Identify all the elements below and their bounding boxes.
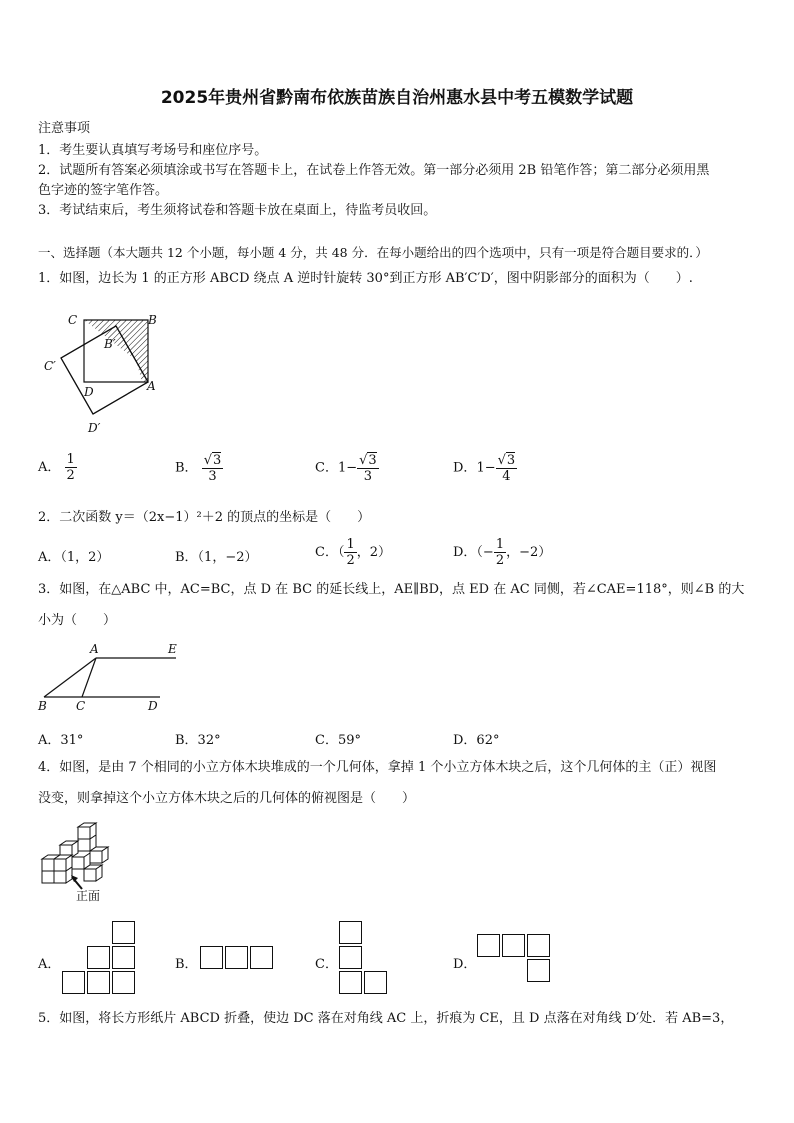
q3-text-2: 小为（ ） (38, 613, 117, 628)
label-Dp: D′ (88, 421, 101, 435)
q3-figure (36, 640, 186, 712)
label-B: B (38, 699, 47, 713)
q2-option-a: A．（1，2） (38, 550, 110, 565)
q1-option-c: C．1− $\frac{√3}{3}$ (315, 453, 377, 484)
label-D: D (84, 385, 94, 399)
q1-option-d: D．1− $\frac{√3}{4}$ (453, 453, 516, 484)
q4-option-c-label: C． (315, 957, 338, 972)
q3-option-c: C．59° (315, 733, 361, 748)
q1-option-b: B． $\frac{√3}{3}$ (175, 453, 222, 484)
notice-heading: 注意事项 (38, 121, 91, 136)
label-E: E (168, 642, 177, 656)
notice-item-2: 2．试题所有答案必须填涂或书写在答题卡上，在试卷上作答无效。第一部分必须用 2B 铅笔作答；第二部分必须用黑 (38, 163, 710, 178)
q1-figure (40, 310, 170, 440)
q4-option-b-grid (200, 946, 276, 972)
q4-text-1: 4．如图，是由 7 个相同的小立方体木块堆成的一个几何体，拿掉 1 个小立方体木块之后，这个几何体的主（正）视图 (38, 760, 717, 775)
q4-option-b-label: B． (175, 957, 198, 972)
q4-text-2: 没变，则拿掉这个小立方体木块之后的几何体的俯视图是（ ） (38, 791, 416, 806)
label-Bp: B′ (104, 337, 116, 351)
q2-option-b: B．（1，−2） (175, 550, 258, 565)
front-view-label: 正面 (76, 889, 101, 903)
notice-item-1: 1．考生要认真填写考场号和座位序号。 (38, 143, 268, 158)
q3-option-d: D．62° (453, 733, 500, 748)
label-A: A (90, 642, 99, 656)
label-A: A (147, 379, 156, 393)
label-D: D (148, 699, 158, 713)
q4-option-d-grid (477, 934, 553, 984)
section-heading: 一、选择题（本大题共 12 个小题，每小题 4 分，共 48 分．在每小题给出的四个选项中，只有一项是符合题目要求的．） (38, 245, 708, 260)
q4-option-d-label: D． (453, 957, 477, 972)
q3-option-a: A．31° (38, 733, 84, 748)
q1-option-a: A． $\frac{1}{2}$ (38, 452, 75, 483)
label-Cp: C′ (44, 359, 56, 373)
notice-item-3: 3．考试结束后，考生须将试卷和答题卡放在桌面上，待监考员收回。 (38, 203, 437, 218)
q2-option-c: C．（ $\frac{1}{2}$ ，2） (315, 537, 392, 568)
q4-option-a-label: A． (38, 957, 61, 972)
label-C: C (76, 699, 86, 713)
q4-option-c-grid (339, 921, 389, 995)
q2-text: 2．二次函数 y＝（2x−1）²＋2 的顶点的坐标是（ ） (38, 510, 371, 525)
q3-option-b: B．32° (175, 733, 221, 748)
q3-text-1: 3．如图，在△ABC 中，AC=BC，点 D 在 BC 的延长线上，AE∥BD，点 ED 在 AC 同侧，若∠CAE=118°，则∠B 的大 (38, 582, 745, 597)
label-C: C (68, 313, 78, 327)
q2-option-d: D．（− $\frac{1}{2}$ ，−2） (453, 537, 552, 568)
q1-text: 1．如图，边长为 1 的正方形 ABCD 绕点 A 逆时针旋转 30°到正方形 AB′C′D′，图中阴影部分的面积为（ ）. (38, 271, 693, 286)
q5-text: 5．如图，将长方形纸片 ABCD 折叠，使边 DC 落在对角线 AC 上，折痕为 CE，且 D 点落在对角线 D′处．若 AB=3， (38, 1011, 734, 1026)
notice-item-2-cont: 色字迹的签字笔作答。 (38, 183, 169, 198)
page-title: 2025年贵州省黔南布依族苗族自治州惠水县中考五模数学试题 (160, 88, 634, 108)
q4-option-a-grid (62, 921, 138, 995)
label-B: B (148, 313, 157, 327)
